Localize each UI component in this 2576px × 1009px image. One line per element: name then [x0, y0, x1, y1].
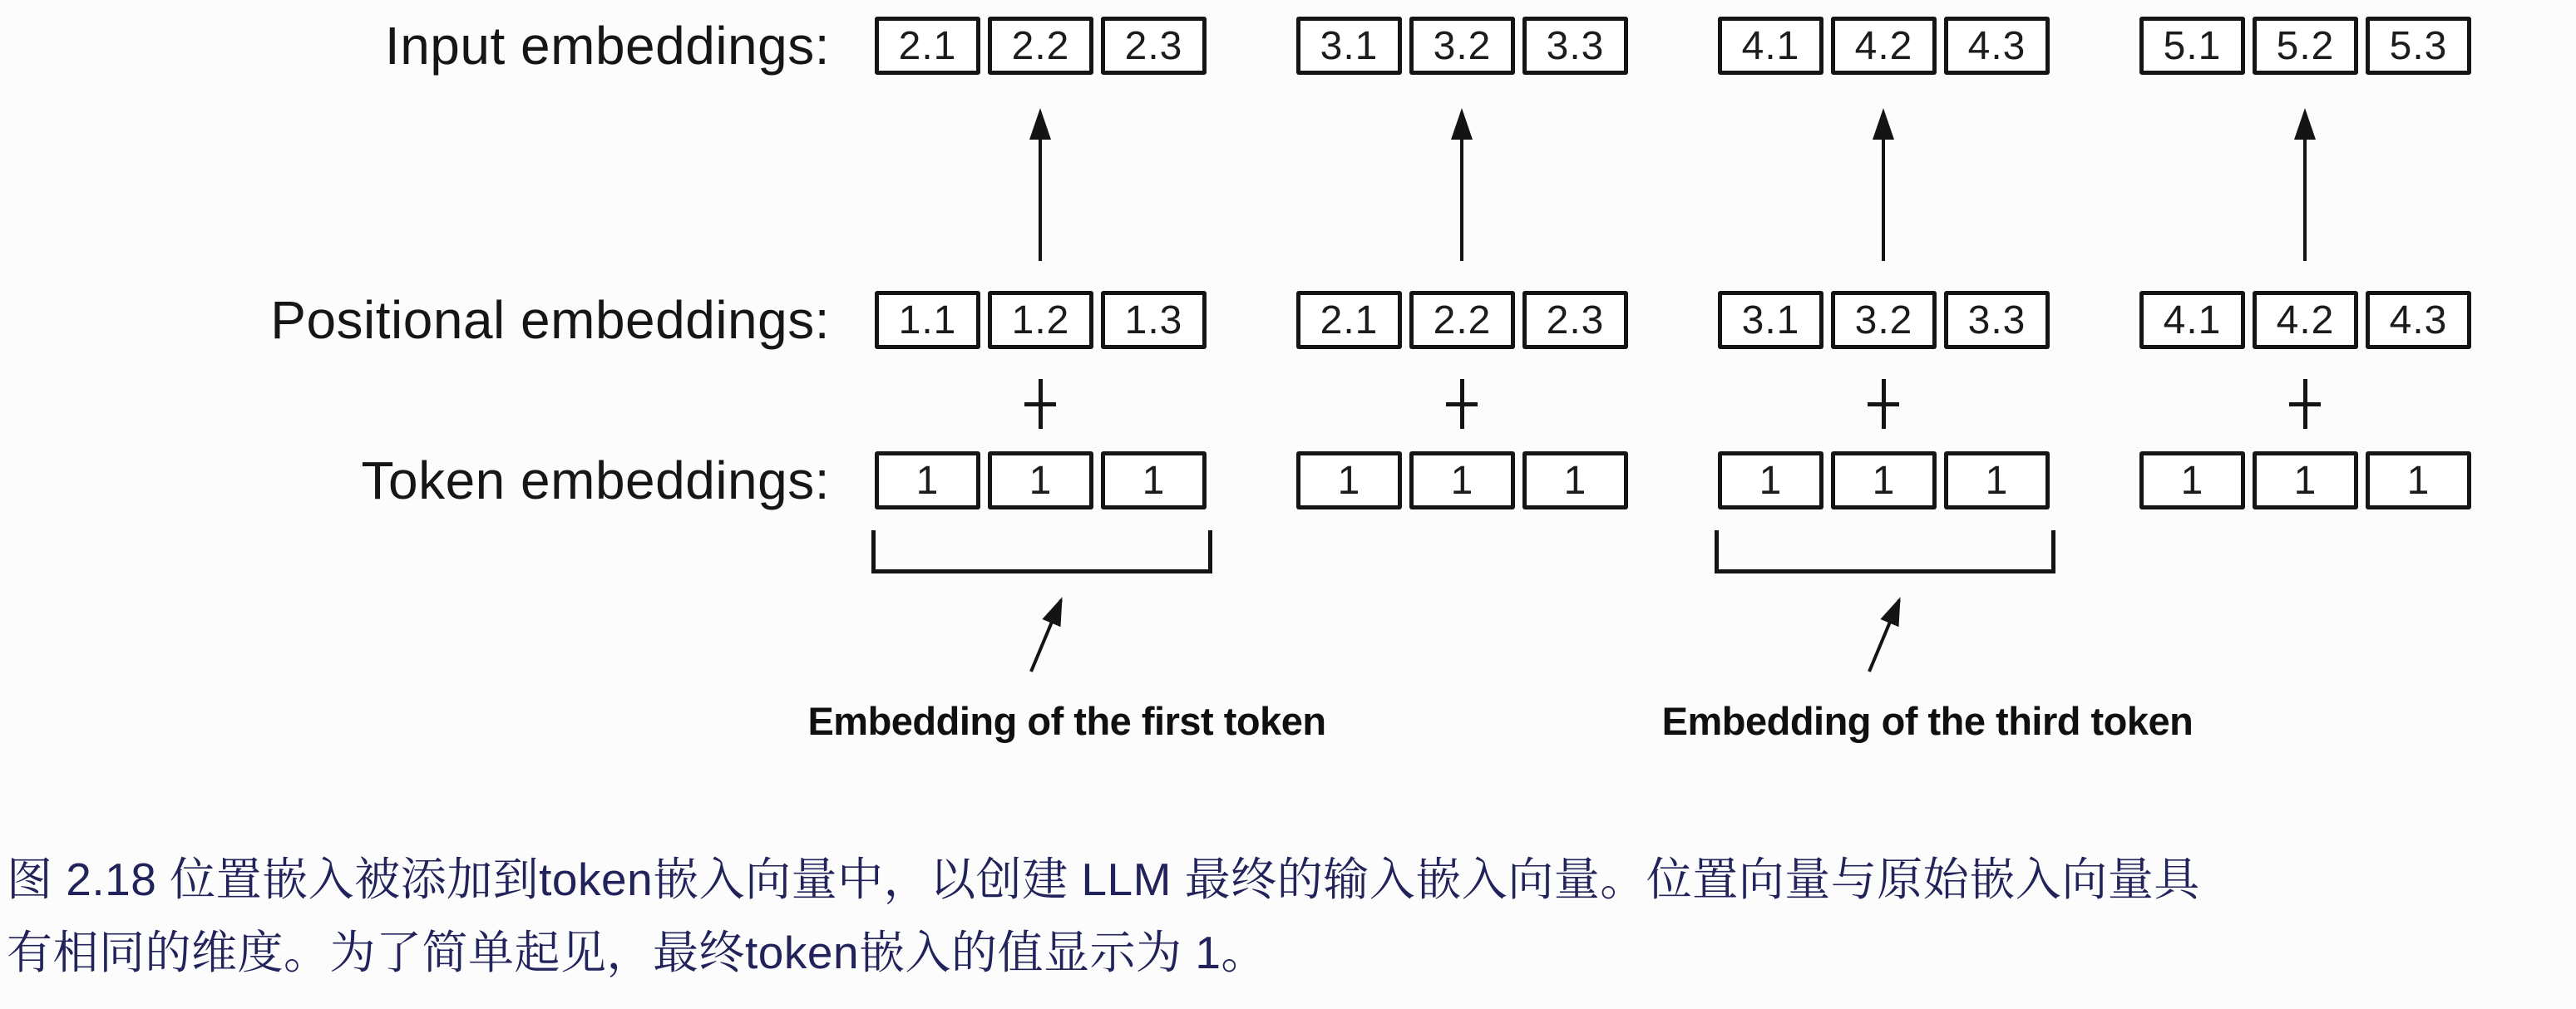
embedding-value-box: 4.3: [2366, 291, 2471, 349]
embedding-value-box: 3.2: [1831, 291, 1937, 349]
embedding-value-box: 1: [1522, 451, 1628, 509]
vector-group: [1718, 451, 2050, 509]
embedding-value-box: 1.3: [1101, 291, 1207, 349]
positional-embeddings-row: [0, 291, 2576, 349]
embedding-value-box: 3.3: [1522, 17, 1628, 75]
embedding-value-box: 3.1: [1296, 17, 1402, 75]
vector-group: [2139, 451, 2471, 509]
embedding-value-box: 1: [1101, 451, 1207, 509]
annotation-arrow-icon-first: [1031, 600, 1061, 672]
token-embeddings-vectors: [875, 451, 2471, 509]
embedding-value-box: 1: [1409, 451, 1515, 509]
vector-group: [1718, 291, 2050, 349]
annotation-arrow-icon-third: [1869, 600, 1899, 672]
plus-icon: [2289, 379, 2321, 429]
positional-embeddings-vectors: [875, 291, 2471, 349]
vector-group: [1296, 291, 1628, 349]
embedding-value-box: 1: [1831, 451, 1937, 509]
vector-group: [2139, 291, 2471, 349]
embedding-value-box: 1: [2253, 451, 2358, 509]
embedding-value-box: 2.3: [1522, 291, 1628, 349]
embedding-value-box: 3.1: [1718, 291, 1823, 349]
vector-group: [1718, 17, 2050, 75]
vector-group: [1296, 17, 1628, 75]
embedding-value-box: 2.2: [1409, 291, 1515, 349]
embedding-value-box: 4.1: [2139, 291, 2245, 349]
embedding-value-box: 3.3: [1944, 291, 2050, 349]
underbrace-bracket-third-token: [1715, 530, 2055, 573]
embedding-value-box: 1: [1718, 451, 1823, 509]
embedding-value-box: 1: [988, 451, 1093, 509]
embedding-value-box: 1: [875, 451, 980, 509]
embedding-value-box: 3.2: [1409, 17, 1515, 75]
input-embeddings-row: [0, 17, 2576, 75]
input-embeddings-label: Input embeddings:: [384, 16, 830, 76]
embedding-value-box: 5.3: [2366, 17, 2471, 75]
embedding-value-box: 2.3: [1101, 17, 1207, 75]
vector-group: [875, 451, 1207, 509]
embedding-value-box: 1.1: [875, 291, 980, 349]
vector-group: [2139, 17, 2471, 75]
embedding-value-box: 4.2: [2253, 291, 2358, 349]
embedding-value-box: 2.1: [1296, 291, 1402, 349]
plus-icon: [1446, 379, 1478, 429]
vector-group: [875, 17, 1207, 75]
token-embeddings-row: [0, 451, 2576, 509]
embedding-value-box: 4.2: [1831, 17, 1937, 75]
embedding-value-box: 1: [1296, 451, 1402, 509]
up-arrow-stem: [1460, 135, 1463, 261]
embedding-value-box: 2.2: [988, 17, 1093, 75]
figure-caption-line-1: 图 2.18 位置嵌入被添加到token嵌入向量中，以创建 LLM 最终的输入嵌入向量。位置向量与原始嵌入向量具: [7, 854, 2200, 905]
input-embeddings-vectors: [875, 17, 2471, 75]
token-embeddings-label: Token embeddings:: [361, 450, 830, 510]
embedding-value-box: 1: [2139, 451, 2245, 509]
embedding-value-box: 1: [1944, 451, 2050, 509]
up-arrow-icon: [1451, 108, 1473, 263]
up-arrow-icon: [1029, 108, 1051, 263]
embedding-value-box: 5.1: [2139, 17, 2245, 75]
figure-caption-line-2: 有相同的维度。为了简单起见，最终token嵌入的值显示为 1。: [7, 927, 1267, 978]
embedding-value-box: 4.1: [1718, 17, 1823, 75]
plus-icon: [1868, 379, 1899, 429]
embedding-value-box: 4.3: [1944, 17, 2050, 75]
vector-group: [875, 291, 1207, 349]
plus-icon: [1024, 379, 1056, 429]
up-arrow-icon: [2294, 108, 2316, 263]
underbrace-bracket-first-token: [871, 530, 1212, 573]
annotation-first-token: Embedding of the first token: [807, 699, 1326, 743]
up-arrow-stem: [2303, 135, 2307, 261]
up-arrow-stem: [1882, 135, 1885, 261]
positional-embeddings-label: Positional embeddings:: [270, 290, 830, 350]
embedding-value-box: 2.1: [875, 17, 980, 75]
annotation-third-token: Embedding of the third token: [1661, 699, 2194, 743]
up-arrow-icon: [1873, 108, 1894, 263]
vector-group: [1296, 451, 1628, 509]
embedding-value-box: 5.2: [2253, 17, 2358, 75]
up-arrow-stem: [1039, 135, 1042, 261]
embedding-value-box: 1: [2366, 451, 2471, 509]
figure-caption: [7, 843, 2572, 989]
embedding-value-box: 1.2: [988, 291, 1093, 349]
